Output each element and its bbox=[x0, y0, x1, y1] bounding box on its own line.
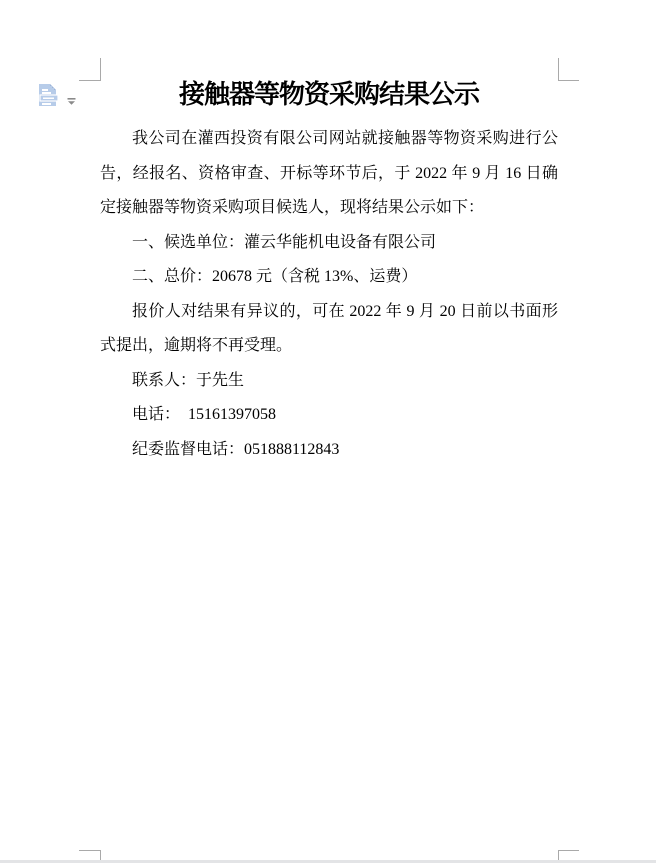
paragraph-supervision-phone: 纪委监督电话：051888112843 bbox=[132, 440, 340, 458]
paragraph-total-price: 二、总价：20678 元（含税 13%、运费） bbox=[132, 268, 418, 285]
crop-mark-top-left bbox=[79, 58, 101, 81]
paragraph-phone: 电话： 15161397058 bbox=[132, 406, 277, 423]
paragraph-candidate-unit: 一、候选单位：灌云华能机电设备有限公司 bbox=[132, 233, 437, 251]
document-title: 接触器等物资采购结果公示 bbox=[178, 80, 479, 109]
document-icon[interactable] bbox=[37, 83, 59, 112]
smart-tag-button[interactable] bbox=[37, 83, 76, 112]
crop-mark-top-right bbox=[558, 58, 579, 81]
paragraph-contact-person: 联系人：于先生 bbox=[132, 371, 245, 389]
document-text-area bbox=[100, 76, 558, 467]
dropdown-arrow-icon[interactable] bbox=[67, 92, 76, 110]
paragraph-intro: 我公司在灌西投资有限公司网站就接触器等物资采购进行公告，经报名、资格审查、开标等环节后，于 2022 年 9 月 16 日确定接触器等物资采购项目候选人，现将结果公示如下： bbox=[100, 130, 558, 216]
paragraph-objection: 报价人对结果有异议的，可在 2022 年 9 月 20 日前以书面形式提出，逾期将不再受理。 bbox=[100, 302, 558, 354]
